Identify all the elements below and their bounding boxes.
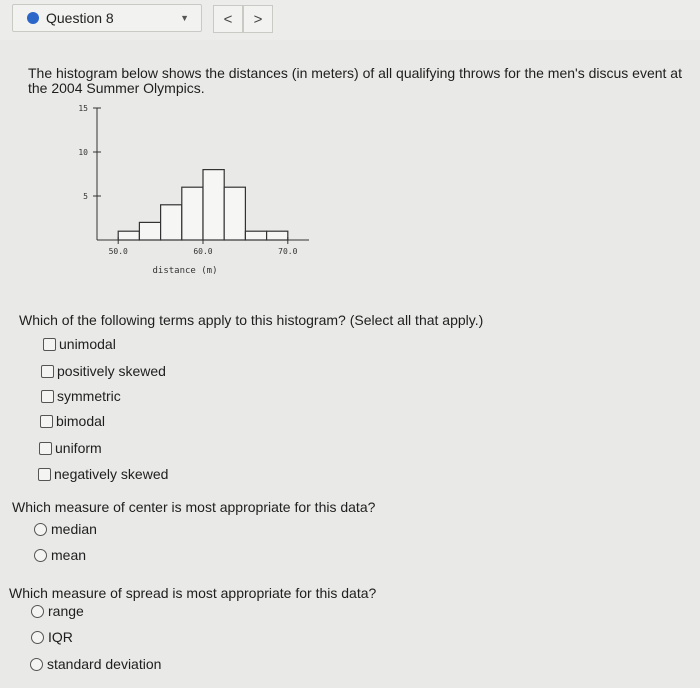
q3-option-iqr[interactable]	[31, 629, 73, 645]
checkbox[interactable]	[43, 338, 56, 351]
histogram-bar	[139, 222, 160, 240]
prev-question-button[interactable]: <	[213, 5, 243, 33]
question-label: Question 8	[46, 10, 114, 26]
q1-option-unimodal[interactable]	[43, 336, 116, 352]
y-tick-label: 5	[83, 192, 88, 201]
y-tick-label: 10	[78, 148, 88, 157]
checkbox[interactable]	[38, 468, 51, 481]
q2-text: Which measure of center is most appropriate for this data?	[12, 499, 376, 515]
histogram-bar	[267, 231, 288, 240]
option-label: IQR	[48, 629, 73, 645]
radio-button[interactable]	[34, 523, 47, 536]
option-label: negatively skewed	[54, 466, 169, 482]
checkbox[interactable]	[41, 390, 54, 403]
option-label: range	[48, 603, 84, 619]
status-dot-icon	[27, 12, 39, 24]
option-label: mean	[51, 547, 87, 563]
q1-option-positively-skewed[interactable]	[41, 363, 166, 379]
checkbox[interactable]	[39, 442, 52, 455]
option-label: standard deviation	[47, 656, 162, 672]
q1-option-bimodal[interactable]	[40, 413, 105, 429]
radio-button[interactable]	[34, 549, 47, 562]
q3-text: Which measure of spread is most appropriate for this data?	[9, 585, 377, 601]
q1-text: Which of the following terms apply to this histogram? (Select all that apply.)	[19, 312, 484, 328]
option-label: median	[51, 521, 97, 537]
checkbox[interactable]	[40, 415, 53, 428]
histogram-bar	[182, 187, 203, 240]
option-label: positively skewed	[57, 363, 166, 379]
y-tick-label: 15	[78, 104, 88, 113]
option-label: uniform	[55, 440, 102, 456]
radio-button[interactable]	[30, 658, 43, 671]
radio-button[interactable]	[31, 631, 44, 644]
histogram-bar	[245, 231, 266, 240]
q2-option-median[interactable]	[34, 521, 97, 537]
histogram-bar	[224, 187, 245, 240]
option-label: symmetric	[57, 388, 121, 404]
q2-option-mean[interactable]	[34, 547, 86, 563]
next-question-button[interactable]: >	[243, 5, 273, 33]
chart-bars	[118, 170, 288, 240]
histogram-bar	[203, 170, 224, 240]
caret-down-icon: ▼	[180, 13, 189, 23]
option-label: unimodal	[59, 336, 116, 352]
q1-option-uniform[interactable]	[39, 440, 102, 456]
x-tick-label: 50.0	[108, 247, 128, 256]
top-bar	[0, 0, 700, 40]
question-prompt: The histogram below shows the distances (in meters) of all qualifying throws for the men's discus event at the 2004 Summer Olympics.	[28, 65, 682, 96]
option-label: bimodal	[56, 413, 106, 429]
radio-button[interactable]	[31, 605, 44, 618]
q3-option-range[interactable]	[31, 603, 84, 619]
q3-option-standard-deviation[interactable]	[30, 656, 161, 672]
histogram-chart	[60, 98, 320, 288]
histogram-bar	[118, 231, 139, 240]
x-tick-label: 70.0	[278, 247, 298, 256]
q1-option-symmetric[interactable]	[41, 388, 121, 404]
question-selector[interactable]	[12, 4, 202, 32]
q1-option-negatively-skewed[interactable]	[38, 466, 168, 482]
checkbox[interactable]	[41, 365, 54, 378]
x-tick-label: 60.0	[193, 247, 213, 256]
histogram-bar	[161, 205, 182, 240]
x-axis-label: distance (m)	[152, 266, 218, 276]
